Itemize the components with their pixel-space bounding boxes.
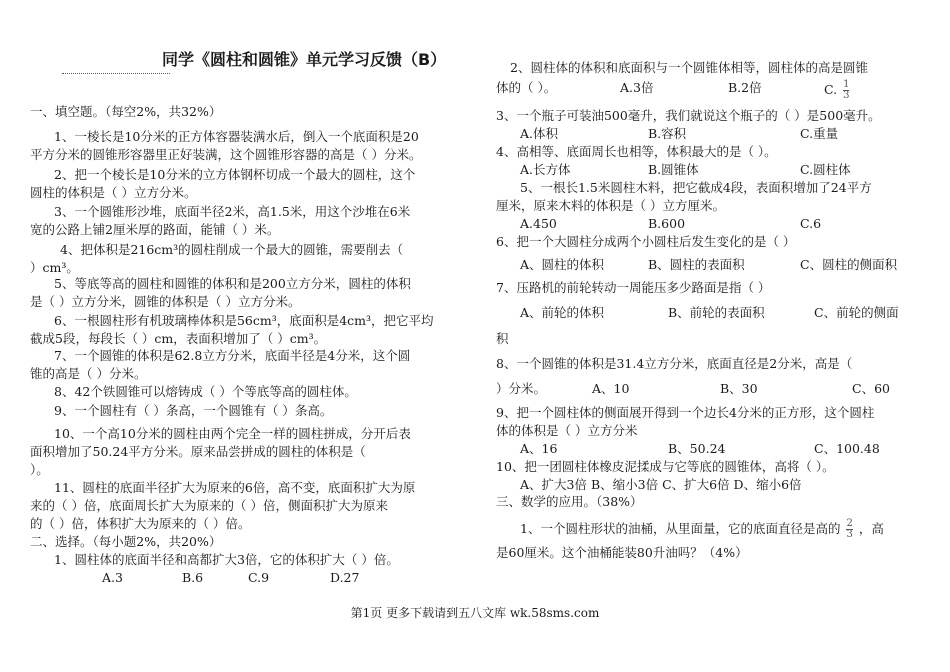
q10-line2: 面积增加了50.24平方分米。原来品尝拼成的圆柱的体积是（ [30, 444, 366, 459]
c7-option-b: B、前轮的表面积 [668, 305, 765, 320]
a1-line1 [520, 519, 884, 540]
q11-line1: 11、圆柱的底面半径扩大为原来的6倍，高不变，底面积扩大为原 [54, 480, 416, 495]
c6-option-c: C、圆柱的侧面积 [800, 257, 898, 272]
c9-line1: 9、把一个圆柱体的侧面展开得到一个边长4分米的正方形，这个圆柱 [496, 405, 875, 420]
q3-line2: 宽的公路上铺2厘米厚的路面，能铺（ ）米。 [30, 222, 280, 237]
a1-line1-end: ，高 [858, 521, 884, 536]
c9-option-c: C、100.48 [814, 441, 880, 456]
c5-option-a: A.450 [520, 216, 557, 231]
q11-line3: 的（ ）倍，体积扩大为原来的（ ）倍。 [30, 516, 251, 531]
c7-option-c-tail: 积 [496, 331, 509, 346]
c1-option-d: D.27 [330, 570, 360, 585]
c2-option-c-label: C. [824, 82, 838, 97]
fraction-denominator: 3 [846, 529, 853, 540]
c8-option-c: C、60 [852, 381, 890, 396]
c7-option-c: C、前轮的侧面 [814, 305, 899, 320]
c5-option-c: C.6 [800, 216, 822, 231]
c1-option-a: A.3 [102, 570, 123, 585]
c9-line2: 体的体积是（ ）立方分米 [496, 423, 638, 438]
c5-option-b: B.600 [648, 216, 686, 231]
fraction-numerator: 1 [843, 79, 850, 90]
c7-option-a: A、前轮的体积 [520, 305, 605, 320]
c10-options: A、扩大3倍 B、缩小3倍 C、扩大6倍 D、缩小6倍 [520, 477, 802, 492]
fraction-one-third [843, 80, 849, 101]
c2-line2: 体的（ ）。 [496, 80, 557, 95]
page-title: 同学《圆柱和圆锥》单元学习反馈（B） [162, 50, 447, 69]
q4-line2: ）cm³。 [30, 260, 79, 275]
q6-line1: 6、一根圆柱形有机玻璃棒体积是56cm³，底面积是4cm³，把它平均 [54, 313, 434, 328]
c7-question: 7、压路机的前轮转动一周能压多少路面是指（ ） [496, 280, 771, 295]
section-1-heading: 一、填空题。（每空2%，共32%） [30, 104, 222, 119]
c8-line2: ）分米。 [496, 381, 547, 396]
q9: 9、一个圆柱有（ ）条高，一个圆锥有（ ）条高。 [54, 403, 333, 418]
c4-question: 4、高相等、底面周长也相等，体积最大的是（ ）。 [496, 144, 777, 159]
q5-line2: 是（ ）立方分米，圆锥的体积是（ ）立方分米。 [30, 294, 301, 309]
c1-question: 1、圆柱体的底面半径和高都扩大3倍，它的体积扩大（ ）倍。 [54, 552, 399, 567]
c3-option-c: C.重量 [800, 126, 839, 141]
c8-option-a: A、10 [592, 381, 630, 396]
c3-option-a: A.体积 [520, 126, 559, 141]
c4-option-a: A.长方体 [520, 162, 571, 177]
q2-line1: 2、把一个棱长是10分米的立方体钢杯切成一个最大的圆柱，这个 [54, 167, 416, 182]
c5-line2: 厘米，原来木料的体积是（ ）立方厘米。 [496, 198, 725, 213]
q2-line2: 圆柱的体积是（ ）立方分米。 [30, 185, 197, 200]
fraction-two-thirds [846, 519, 852, 540]
page-footer: 第1页 更多下载请到五八文库 wk.58sms.com [350, 606, 600, 620]
c8-option-b: B、30 [720, 381, 758, 396]
fraction-numerator: 2 [846, 518, 853, 529]
c10-question: 10、把一团圆柱体橡皮泥揉成与它等底的圆锥体，高将（ ）。 [496, 459, 835, 474]
q7-line2: 锥的高是（ ）分米。 [30, 366, 147, 381]
c4-option-c: C.圆柱体 [800, 162, 851, 177]
c3-question: 3、一个瓶子可装油500毫升，我们就说这个瓶子的（ ）是500毫升。 [496, 108, 881, 123]
q1-line1: 1、一棱长是10分米的正方体容器装满水后，倒入一个底面积是20 [54, 129, 419, 144]
c6-option-b: B、圆柱的表面积 [648, 257, 745, 272]
c1-option-b: B.6 [182, 570, 204, 585]
c6-option-a: A、圆柱的体积 [520, 257, 605, 272]
section-2-heading: 二、选择。（每小题2%，共20%） [30, 534, 222, 549]
a1-line2: 是60厘米。这个油桶能装80升油吗？（4%） [496, 545, 748, 560]
c4-option-b: B.圆锥体 [648, 162, 699, 177]
c2-option-c [824, 80, 851, 101]
q10-line1: 10、一个高10分米的圆柱由两个完全一样的圆柱拼成，分开后表 [54, 426, 411, 441]
q1-line2: 平方分米的圆锥形容器里正好装满，这个圆锥形容器的高是（ ）分米。 [30, 147, 422, 162]
q4-line1: 4、把体积是216cm³的圆柱削成一个最大的圆锥，需要削去（ [60, 242, 404, 257]
c1-option-c: C.9 [248, 570, 270, 585]
c2-line1: 2、圆柱体的体积和底面积与一个圆锥体相等，圆柱体的高是圆锥 [510, 60, 868, 75]
q7-line1: 7、一个圆锥的体积是62.8立方分米，底面半径是4分米，这个圆 [54, 348, 411, 363]
section-3-heading: 三、数学的应用。（38%） [496, 494, 643, 509]
q6-line2: 截成5段，每段长（ ）cm，表面积增加了（ ）cm³。 [30, 331, 327, 346]
q11-line2: 来的（ ）倍，底面周长扩大为原来的（ ）倍，侧面积扩大为原来 [30, 498, 388, 513]
name-underline [62, 73, 170, 74]
q8: 8、42个铁圆锥可以熔铸成（ ）个等底等高的圆柱体。 [54, 384, 357, 399]
c9-option-b: B、50.24 [668, 441, 726, 456]
fraction-denominator: 3 [843, 90, 850, 101]
q10-line3: ）。 [30, 462, 49, 477]
c3-option-b: B.容积 [648, 126, 687, 141]
c2-option-a: A.3倍 [620, 80, 654, 95]
c9-option-a: A、16 [520, 441, 558, 456]
c8-line1: 8、一个圆锥的体积是31.4立方分米，底面直径是2分米，高是（ [496, 356, 853, 371]
a1-line1-text: 1、一个圆柱形状的油桶，从里面量，它的底面直径是高的 [520, 521, 841, 536]
c2-option-b: B.2倍 [728, 80, 762, 95]
q5-line1: 5、等底等高的圆柱和圆锥的体积和是200立方分米，圆柱的体积 [54, 276, 411, 291]
q3-line1: 3、一个圆锥形沙堆，底面半径2米，高1.5米，用这个沙堆在6米 [54, 204, 411, 219]
c6-question: 6、把一个大圆柱分成两个小圆柱后发生变化的是（ ） [496, 234, 796, 249]
c5-line1: 5、一根长1.5米圆柱木料，把它截成4段，表面积增加了24平方 [520, 180, 872, 195]
